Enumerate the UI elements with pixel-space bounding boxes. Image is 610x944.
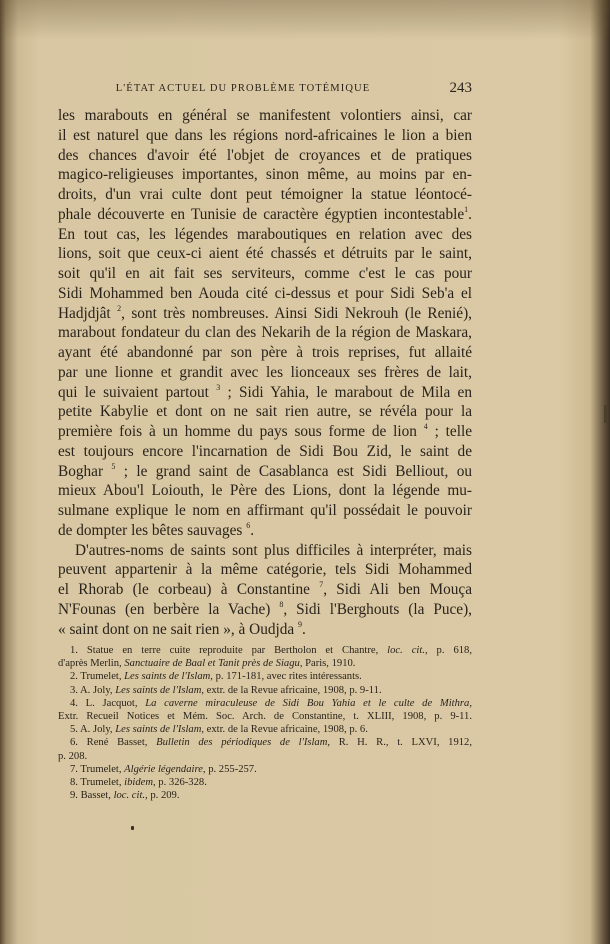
italic-title: La caverne miraculeuse de Sidi Bou Yahia et le culte de Mithra xyxy=(145,697,470,709)
text-segment: 1. Statue en terre cuite reproduite par Bertholon et Chantre, xyxy=(70,645,388,656)
text-segment: , Sidi Ali ben Mouça xyxy=(323,581,472,598)
text-line xyxy=(58,244,472,264)
text-segment: el Rhorab (le corbeau) à Constantine xyxy=(58,581,320,598)
footnote-ref: 7 xyxy=(319,580,324,589)
text-segment: 3. A. Joly, xyxy=(70,684,116,696)
text-segment: D'autres-noms de saints sont plus difficiles à interpréter, mais xyxy=(75,541,472,559)
text-segment: 9. Basset, xyxy=(70,790,114,802)
text-line xyxy=(58,442,472,462)
footnote-ref: 2 xyxy=(117,303,122,313)
text-segment: . xyxy=(302,620,306,638)
text-line xyxy=(58,323,472,343)
italic-title: Les saints de l'Islam xyxy=(124,671,211,683)
text-segment: qui le suivaient partout xyxy=(58,383,217,401)
text-segment: En tout cas, les légendes maraboutiques en relation avec des xyxy=(58,225,472,243)
footnote-line xyxy=(58,723,472,736)
text-segment: ; Sidi Yahia, le marabout de Mila en xyxy=(220,383,472,401)
text-segment: 8. Trumelet, xyxy=(70,776,125,788)
text-segment: , extr. de la Revue africaine, 1908, p. 9-11. xyxy=(201,684,382,696)
text-segment: par une lionne et grandit avec les lionceaux ses frères de lait, xyxy=(58,363,472,381)
footnote-line xyxy=(58,789,472,802)
text-segment: droits, d'un vrai culte dont peut témoigner la statue léontocé- xyxy=(58,186,472,203)
text-segment: p. 208. xyxy=(58,750,88,762)
text-segment: mieux Abou'l Loiouth, le Père des Lions, dont la légende mu- xyxy=(58,482,472,500)
text-segment: soit qu'il en ait fait ses serviteurs, comme c'est le cas pour xyxy=(58,265,472,282)
text-line xyxy=(58,541,472,561)
italic-title: Les saints de l'Islam xyxy=(115,684,202,696)
text-segment: , p. 171-181, avec rites intéressants. xyxy=(210,671,362,683)
text-segment: 7. Trumelet, xyxy=(70,763,125,775)
italic-title: Algérie légendaire xyxy=(124,763,203,775)
text-line xyxy=(58,165,472,185)
page-number: 243 xyxy=(449,80,472,96)
text-segment: il est naturel que dans les régions nord-africaines le lion a bien xyxy=(58,126,472,144)
text-line xyxy=(58,363,472,383)
text-line xyxy=(58,521,472,541)
footnote-ref: 4 xyxy=(423,422,428,431)
text-line xyxy=(58,402,472,422)
text-segment: peuvent appartenir à la même catégorie, tels Sidi Mohammed xyxy=(58,561,472,579)
text-segment: Sidi Mohammed ben Aouda cité ci-dessus et pour Sidi Seb'a el xyxy=(58,284,472,302)
footnote-line xyxy=(58,644,472,657)
text-line xyxy=(58,304,472,324)
footnote-line xyxy=(58,697,472,710)
text-line xyxy=(58,560,472,580)
footnote-ref: 5 xyxy=(111,461,116,471)
text-segment: 6. René Basset, xyxy=(70,737,157,749)
text-segment: petite Kabylie et dont on ne sait rien autre, se révéla pour la xyxy=(58,403,472,421)
text-segment: , p. 255-257. xyxy=(202,763,257,775)
text-segment: , sont très nombreuses. Ainsi Sidi Nekrouh (le Renié), xyxy=(121,304,473,322)
italic-title: Bulletin des périodiques de l'Islam xyxy=(156,737,328,749)
italic-title: loc. cit. xyxy=(113,790,146,802)
text-line xyxy=(58,225,472,245)
footnote-line xyxy=(58,684,472,697)
text-segment: Boghar xyxy=(58,462,112,480)
text-segment: ; le grand saint de Casablanca est Sidi Belliout, ou xyxy=(115,462,473,480)
text-segment: les marabouts en général se manifestent volontiers ainsi, car xyxy=(58,107,472,124)
text-line xyxy=(58,106,472,126)
footnote-ref: 9 xyxy=(298,619,303,629)
body-text xyxy=(58,106,472,639)
footnotes xyxy=(58,644,472,802)
footnote-ref: 3 xyxy=(216,382,221,392)
text-line xyxy=(58,284,472,304)
text-segment: , p. 209. xyxy=(145,790,180,802)
footnote-ref: 1 xyxy=(464,204,469,214)
text-segment: Hadjdjât xyxy=(58,304,118,322)
text-segment: . xyxy=(468,205,472,223)
italic-title: loc. cit. xyxy=(387,645,425,656)
footnote-ref: 8 xyxy=(279,599,284,609)
page-header xyxy=(58,80,472,100)
text-segment: ayant été abandonné par son père à trois reprises, fut allaité xyxy=(58,344,472,361)
text-segment: , p. 326-328. xyxy=(153,776,207,788)
text-segment: 4. L. Jacquot, xyxy=(70,697,146,709)
text-segment: est toujours encore l'incarnation de Sidi Bou Zid, le saint de xyxy=(58,442,472,460)
footnote-line xyxy=(58,750,472,763)
text-line xyxy=(58,501,472,521)
text-segment: première fois à un homme du pays sous forme de lion xyxy=(58,423,424,440)
italic-title: Les saints de l'Islam xyxy=(115,724,202,736)
text-line xyxy=(58,462,472,482)
text-line xyxy=(58,126,472,146)
footnote-line xyxy=(58,776,472,789)
text-segment: , extr. de la Revue africaine, 1908, p. 6. xyxy=(201,724,368,736)
text-line xyxy=(58,205,472,225)
text-segment: phale découverte en Tunisie de caractère égyptien incontestable xyxy=(58,205,465,223)
text-line xyxy=(58,343,472,363)
text-segment: 5. A. Joly, xyxy=(70,724,116,736)
text-segment: magico-religieuses importantes, sinon même, au moins par en- xyxy=(58,166,472,184)
text-line xyxy=(58,146,472,166)
text-segment: N'Founas (en berbère la Vache) xyxy=(58,600,280,618)
text-line xyxy=(58,422,472,442)
italic-title: Sanctuaire de Baal et Tanit près de Siagu xyxy=(124,658,300,670)
text-segment: , xyxy=(469,697,472,709)
text-segment: de dompter les bêtes sauvages xyxy=(58,521,247,539)
text-segment: lions, soit que ceux-ci aient été chassés et détruits par le saint, xyxy=(58,245,472,263)
text-segment: , Sidi l'Berghouts (la Puce), xyxy=(283,600,472,618)
footnote-ref: 6 xyxy=(246,520,251,530)
running-title: L'ÉTAT ACTUEL DU PROBLÈME TOTÉMIQUE xyxy=(115,83,371,94)
footnote-line xyxy=(58,710,472,723)
footnote-line xyxy=(58,670,472,683)
text-line xyxy=(58,620,472,640)
text-segment: marabout fondateur du clan des Nekarih de la région de Maskara, xyxy=(58,324,472,342)
text-line xyxy=(58,383,472,403)
ink-speck xyxy=(131,826,134,830)
text-segment: , R. H. R., t. LXVI, 1912, xyxy=(327,737,473,749)
text-segment: sulmane explique le nom en affirmant qu'il possédait le pouvoir xyxy=(58,502,472,519)
text-segment: . xyxy=(250,521,255,539)
text-segment: 2. Trumelet, xyxy=(70,671,125,683)
text-line xyxy=(58,264,472,284)
text-line xyxy=(58,600,472,620)
text-line xyxy=(58,580,472,600)
text-segment: « saint dont on ne sait rien », à Oudjda xyxy=(58,620,299,638)
text-segment: , Paris, 1910. xyxy=(299,658,356,670)
text-segment: Extr. Recueil Notices et Mém. Soc. Arch. de Constantine, t. XLIII, 1908, p. 9-11. xyxy=(58,710,472,722)
binding-mark xyxy=(604,405,607,423)
footnote-line xyxy=(58,763,472,776)
italic-title: ibidem xyxy=(124,776,153,788)
footnote-line xyxy=(58,736,472,749)
text-segment: d'après Merlin, xyxy=(58,658,125,670)
text-segment: , p. 618, xyxy=(424,645,472,656)
text-segment: ; telle xyxy=(427,423,472,440)
text-line xyxy=(58,481,472,501)
text-line xyxy=(58,185,472,205)
footnote-line xyxy=(58,657,472,670)
text-segment: des chances d'avoir été l'objet de croyances et de pratiques xyxy=(58,146,472,164)
page-shadow xyxy=(0,0,610,40)
